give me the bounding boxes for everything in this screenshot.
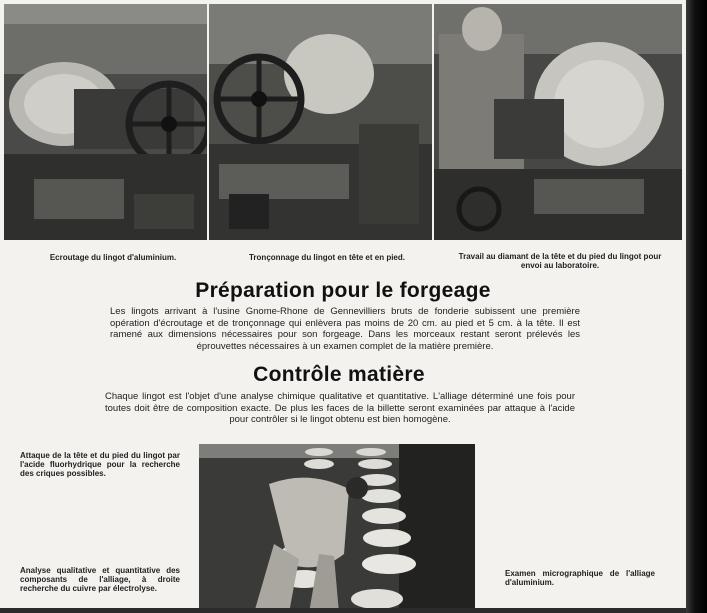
caption-micrographic-exam: Examen micrographique de l'alliage d'aluminium. bbox=[505, 569, 655, 587]
photo-ingot-cutting bbox=[209, 4, 432, 240]
paragraph-controle-matiere: Chaque lingot est l'objet d'une analyse chimique qualitative et quantitative. L'alliage déterminé une fois pour toutes doit être de composition exacte. De plus les faces de la billette seront examinées par attaque à l'acide pour contrôler si le lingot obtenu est bien homogène. bbox=[105, 391, 575, 425]
bottom-edge-shadow bbox=[0, 608, 686, 613]
photo-ingot-peeling-image bbox=[4, 4, 207, 240]
caption-photo-1: Ecroutage du lingot d'aluminium. bbox=[49, 253, 177, 262]
photo-ingot-cutting-image bbox=[209, 4, 432, 240]
caption-acid-attack: Attaque de la tête et du pied du lingot par l'acide fluorhydrique pour la recherche des criques possibles. bbox=[20, 451, 180, 478]
photo-ingot-peeling bbox=[4, 4, 207, 240]
caption-photo-2: Tronçonnage du lingot en tête et en pied. bbox=[248, 253, 405, 262]
paragraph-preparation-forgeage: Les lingots arrivant à l'usine Gnome-Rhone de Gennevilliers bruts de fonderie subissent une première opération d'écroutage et de tronçonnage qui enlèvera pas moins de 20 cm. au pied et 5 cm. à la tête. Il est ramené aux dimensions nécessaires pour son forgeage. Dans les morceaux restant seront prélevés les éprouvettes nécessaires à un examen complet de la matière première. bbox=[110, 306, 580, 352]
photo-diamond-turning-image bbox=[434, 4, 682, 240]
heading-controle-matiere: Contrôle matière bbox=[253, 363, 425, 386]
caption-photo-3: Travail au diamant de la tête et du pied du lingot pour envoi au laboratoire. bbox=[458, 252, 662, 270]
photo-acid-attack-image bbox=[199, 444, 475, 613]
photo-diamond-turning bbox=[434, 4, 682, 240]
heading-preparation-forgeage: Préparation pour le forgeage bbox=[195, 279, 491, 302]
page-edge-shadow bbox=[686, 0, 707, 613]
photo-acid-attack bbox=[199, 444, 475, 613]
caption-chemical-analysis: Analyse qualitative et quantitative des composants de l'alliage, à droite recherche du cuivre par électrolyse. bbox=[20, 566, 180, 593]
